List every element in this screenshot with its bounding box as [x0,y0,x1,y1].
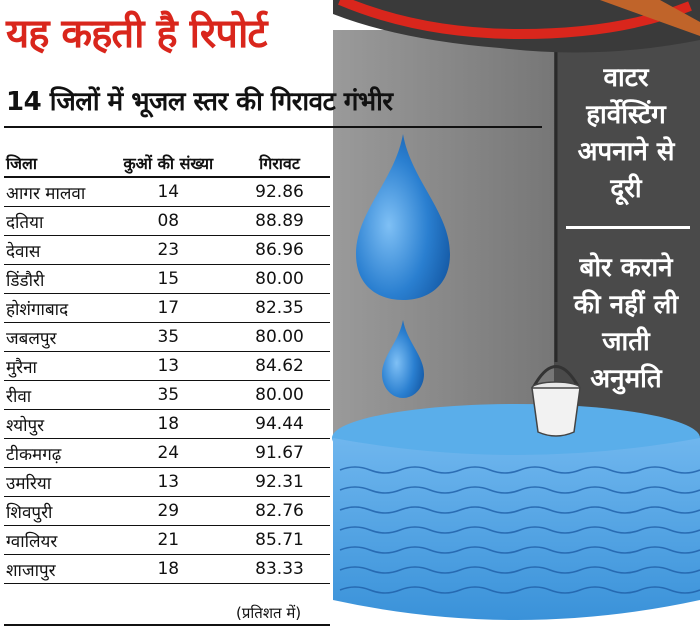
cell-decline: 84.62 [229,352,330,381]
cell-district: टीकमगढ़ [4,439,108,468]
cell-district: देवास [4,236,108,265]
cell-district: आगर मालवा [4,177,108,207]
cell-district: डिंडौरी [4,265,108,294]
cell-decline: 86.96 [229,236,330,265]
panel-line: की नहीं ली [573,290,679,320]
panel-line: अनुमति [590,364,662,394]
divider [4,126,542,128]
panel-line: बोर कराने [579,253,673,283]
table-row [4,410,330,439]
table-header-row [4,150,330,177]
cell-district: मुरैना [4,352,108,381]
table-row [4,207,330,236]
panel-line: जाती [602,327,650,357]
cell-wells: 17 [108,294,229,323]
cell-district: श्योपुर [4,410,108,439]
panel-line: दूरी [610,174,642,204]
cell-wells: 35 [108,381,229,410]
column-header-wells: कुओं की संख्या [108,150,229,177]
panel-text-bore [560,250,692,398]
column-header-decline: गिरावट [229,150,330,177]
cell-wells: 35 [108,323,229,352]
subheadline: 14 जिलों में भूजल स्तर की गिरावट गंभीर [6,87,393,117]
groundwater-table [4,150,330,584]
cell-decline: 83.33 [229,555,330,584]
cell-district: रीवा [4,381,108,410]
table-row [4,177,330,207]
cell-district: दतिया [4,207,108,236]
cell-decline: 85.71 [229,526,330,555]
cell-wells: 24 [108,439,229,468]
table-row [4,439,330,468]
cell-district: उमरिया [4,468,108,497]
headline: यह कहती है रिपोर्ट [6,11,267,57]
cell-district: जबलपुर [4,323,108,352]
table-row [4,236,330,265]
panel-line: वाटर [603,63,649,93]
cell-wells: 14 [108,177,229,207]
table-row [4,468,330,497]
table-row [4,381,330,410]
cell-district: शाजापुर [4,555,108,584]
cell-wells: 08 [108,207,229,236]
cell-wells: 21 [108,526,229,555]
table-row [4,352,330,381]
cell-decline: 80.00 [229,323,330,352]
cell-wells: 29 [108,497,229,526]
panel-text-harvesting [560,60,692,208]
cell-decline: 80.00 [229,381,330,410]
cell-wells: 13 [108,352,229,381]
divider [4,624,330,626]
cell-decline: 80.00 [229,265,330,294]
cell-decline: 82.76 [229,497,330,526]
cell-decline: 92.86 [229,177,330,207]
cell-district: होशंगाबाद [4,294,108,323]
cell-decline: 92.31 [229,468,330,497]
table-row [4,555,330,584]
panel-line: अपनाने से [577,137,675,167]
cell-decline: 91.67 [229,439,330,468]
table-row [4,526,330,555]
table-row [4,265,330,294]
table-row [4,294,330,323]
cell-district: शिवपुरी [4,497,108,526]
cell-decline: 88.89 [229,207,330,236]
table-row [4,323,330,352]
panel-divider [566,226,690,229]
cell-wells: 23 [108,236,229,265]
cell-decline: 82.35 [229,294,330,323]
column-header-district: जिला [4,150,108,177]
unit-note: (प्रतिशत में) [236,604,302,622]
cell-decline: 94.44 [229,410,330,439]
cell-wells: 18 [108,410,229,439]
cell-wells: 13 [108,468,229,497]
panel-line: हार्वेस्टिंग [586,100,666,130]
cell-district: ग्वालियर [4,526,108,555]
cell-wells: 15 [108,265,229,294]
cell-wells: 18 [108,555,229,584]
table-row [4,497,330,526]
